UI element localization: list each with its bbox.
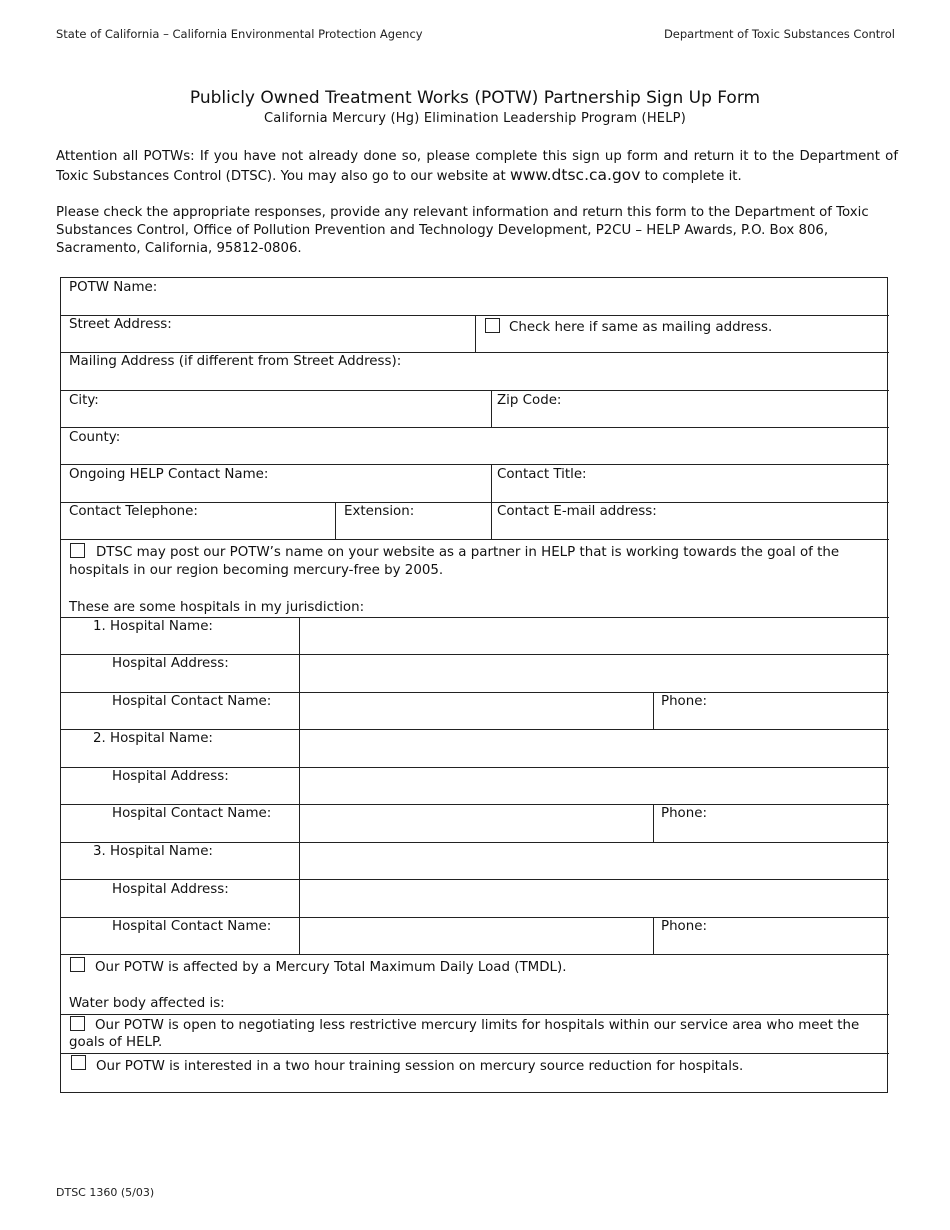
city-label: City: (69, 393, 99, 408)
hospital-3-contact-label: Hospital Contact Name: (112, 919, 272, 934)
col-divider (491, 464, 492, 539)
contact-telephone-label: Contact Telephone: (69, 504, 198, 519)
row-divider (61, 390, 889, 391)
row-divider (61, 427, 889, 428)
row-divider (61, 917, 889, 918)
training-text: Our POTW is interested in a two hour training session on mercury source reduction for hospitals. (96, 1059, 744, 1074)
county-label: County: (69, 430, 121, 445)
hospital-1-phone-label: Phone: (661, 694, 707, 709)
extension-label: Extension: (344, 504, 415, 519)
hospital-3-address-label: Hospital Address: (112, 882, 229, 897)
row-divider (61, 842, 889, 843)
hospital-1-contact-label: Hospital Contact Name: (112, 694, 272, 709)
potw-name-label: POTW Name: (69, 280, 158, 295)
col-divider (299, 617, 300, 954)
website-link[interactable]: www.dtsc.ca.gov (510, 166, 641, 184)
row-divider (61, 539, 889, 540)
hospital-2-name-label: 2. Hospital Name: (93, 731, 213, 746)
hospital-1-name-label: 1. Hospital Name: (93, 619, 213, 634)
row-divider (61, 502, 889, 503)
contact-name-label: Ongoing HELP Contact Name: (69, 467, 269, 482)
water-body-label: Water body affected is: (69, 996, 225, 1011)
tmdl-text: Our POTW is affected by a Mercury Total Maximum Daily Load (TMDL). (95, 960, 567, 975)
col-divider (653, 692, 654, 729)
form-subtitle: California Mercury (Hg) Elimination Leadership Program (HELP) (264, 111, 686, 126)
row-divider (61, 804, 889, 805)
header-agency: State of California – California Environmental Protection Agency (56, 27, 423, 41)
contact-email-label: Contact E-mail address: (497, 504, 657, 519)
row-divider (61, 879, 889, 880)
header-department: Department of Toxic Substances Control (663, 27, 895, 41)
form-title: Publicly Owned Treatment Works (POTW) Partnership Sign Up Form (189, 88, 761, 108)
hospital-3-name-label: 3. Hospital Name: (93, 844, 213, 859)
col-divider (653, 917, 654, 954)
col-divider (491, 390, 492, 427)
row-divider (61, 464, 889, 465)
row-divider (61, 954, 889, 955)
hospitals-intro: These are some hospitals in my jurisdiction: (69, 600, 365, 615)
intro-paragraph-1 (56, 147, 898, 186)
row-divider (61, 352, 889, 353)
mailing-address-label: Mailing Address (if different from Street Address): (69, 354, 402, 369)
same-as-mailing-checkbox[interactable] (485, 318, 500, 333)
sign-up-form (60, 277, 888, 1093)
hospital-2-contact-label: Hospital Contact Name: (112, 806, 272, 821)
col-divider (653, 804, 654, 842)
col-divider (335, 502, 336, 539)
intro-text-before: Attention all POTWs: If you have not already done so, please complete this sign up form and return it to the Department of Toxic Substances Control (DTSC). You may also go to our website at (56, 149, 898, 184)
row-divider (61, 692, 889, 693)
form-number: DTSC 1360 (5/03) (56, 1186, 155, 1199)
row-divider (61, 729, 889, 730)
row-divider (61, 767, 889, 768)
street-address-label: Street Address: (69, 317, 172, 332)
col-divider (475, 315, 476, 352)
dtsc-post-text: DTSC may post our POTW’s name on your website as a partner in HELP that is working towards the goal of the hospitals in our region becoming mercury-free by 2005. (69, 545, 840, 578)
row-divider (61, 654, 889, 655)
contact-title-label: Contact Title: (497, 467, 587, 482)
hospital-2-phone-label: Phone: (661, 806, 707, 821)
hospital-2-address-label: Hospital Address: (112, 769, 229, 784)
same-as-mailing-label: Check here if same as mailing address. (509, 320, 773, 335)
hospital-3-phone-label: Phone: (661, 919, 707, 934)
training-checkbox[interactable] (71, 1055, 86, 1070)
row-divider (61, 1053, 889, 1054)
tmdl-checkbox[interactable] (70, 957, 85, 972)
row-divider (61, 1014, 889, 1015)
row-divider (61, 617, 889, 618)
hospital-1-address-label: Hospital Address: (112, 656, 229, 671)
intro-paragraph-2: Please check the appropriate responses, provide any relevant information and return this form to the Department of Toxic Substances Control, Office of Pollution Prevention and Technology Development, P2CU – HELP Awards, P.O. Box 806, Sacramento, California, 95812-0806. (56, 205, 869, 256)
intro-text-after: to complete it. (640, 169, 742, 184)
zip-code-label: Zip Code: (497, 393, 562, 408)
negotiating-text: Our POTW is open to negotiating less restrictive mercury limits for hospitals within our service area who meet the goals of HELP. (69, 1018, 860, 1050)
